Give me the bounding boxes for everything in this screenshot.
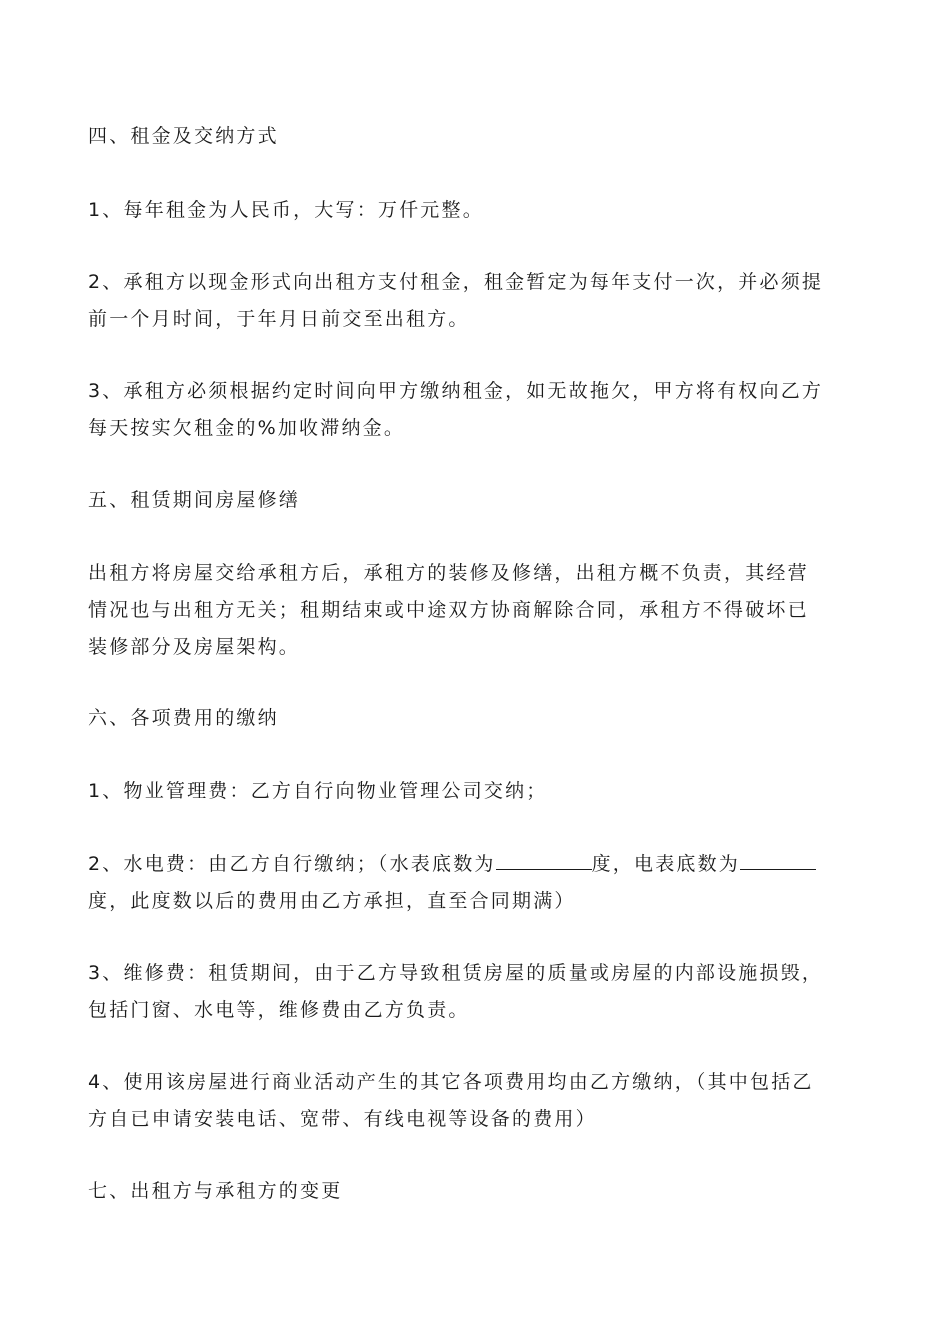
section-6-item-2: 2、水电费：由乙方自行缴纳；（水表底数为 度，电表底数为 度，此度数以后的费用由乙方承担，直至合同期满）: [88, 846, 864, 920]
water-meter-blank: [496, 847, 592, 870]
section-5-body: 出租方将房屋交给承租方后，承租方的装修及修缮，出租方概不负责，其经营 情况也与出租方无关；租期结束或中途双方协商解除合同，承租方不得破坏已 装修部分及房屋架构。: [88, 562, 809, 658]
section-6-item-4: 4、使用该房屋进行商业活动产生的其它各项费用均由乙方缴纳，（其中包括乙 方自已申请安装电话、宽带、有线电视等设备的费用）: [88, 1071, 814, 1130]
item-2-text-a: 2、水电费：由乙方自行缴纳；（水表底数为: [88, 853, 496, 875]
section-4-heading: 四、租金及交纳方式: [88, 125, 279, 147]
section-6-heading: 六、各项费用的缴纳: [88, 707, 279, 729]
section-4-item-2: 2、承租方以现金形式向出租方支付租金，租金暂定为每年支付一次，并必须提 前一个月时间，于年月日前交至出租方。: [88, 271, 824, 330]
section-6-item-3: 3、维修费：租赁期间，由于乙方导致租赁房屋的质量或房屋的内部设施损毁， 包括门窗、水电等，维修费由乙方负责。: [88, 962, 824, 1021]
section-4-item-1: 1、每年租金为人民币，大写：万仟元整。: [88, 199, 484, 221]
item-2-text-b: 度，电表底数为: [591, 853, 740, 875]
section-6-item-1: 1、物业管理费：乙方自行向物业管理公司交纳；: [88, 780, 548, 802]
section-7-heading: 七、出租方与承租方的变更: [88, 1180, 343, 1202]
section-4-item-3: 3、承租方必须根据约定时间向甲方缴纳租金，如无故拖欠，甲方将有权向乙方 每天按实欠租金的%加收滞纳金。: [88, 380, 824, 439]
electric-meter-blank: [740, 847, 816, 870]
section-5-heading: 五、租赁期间房屋修缮: [88, 489, 301, 511]
